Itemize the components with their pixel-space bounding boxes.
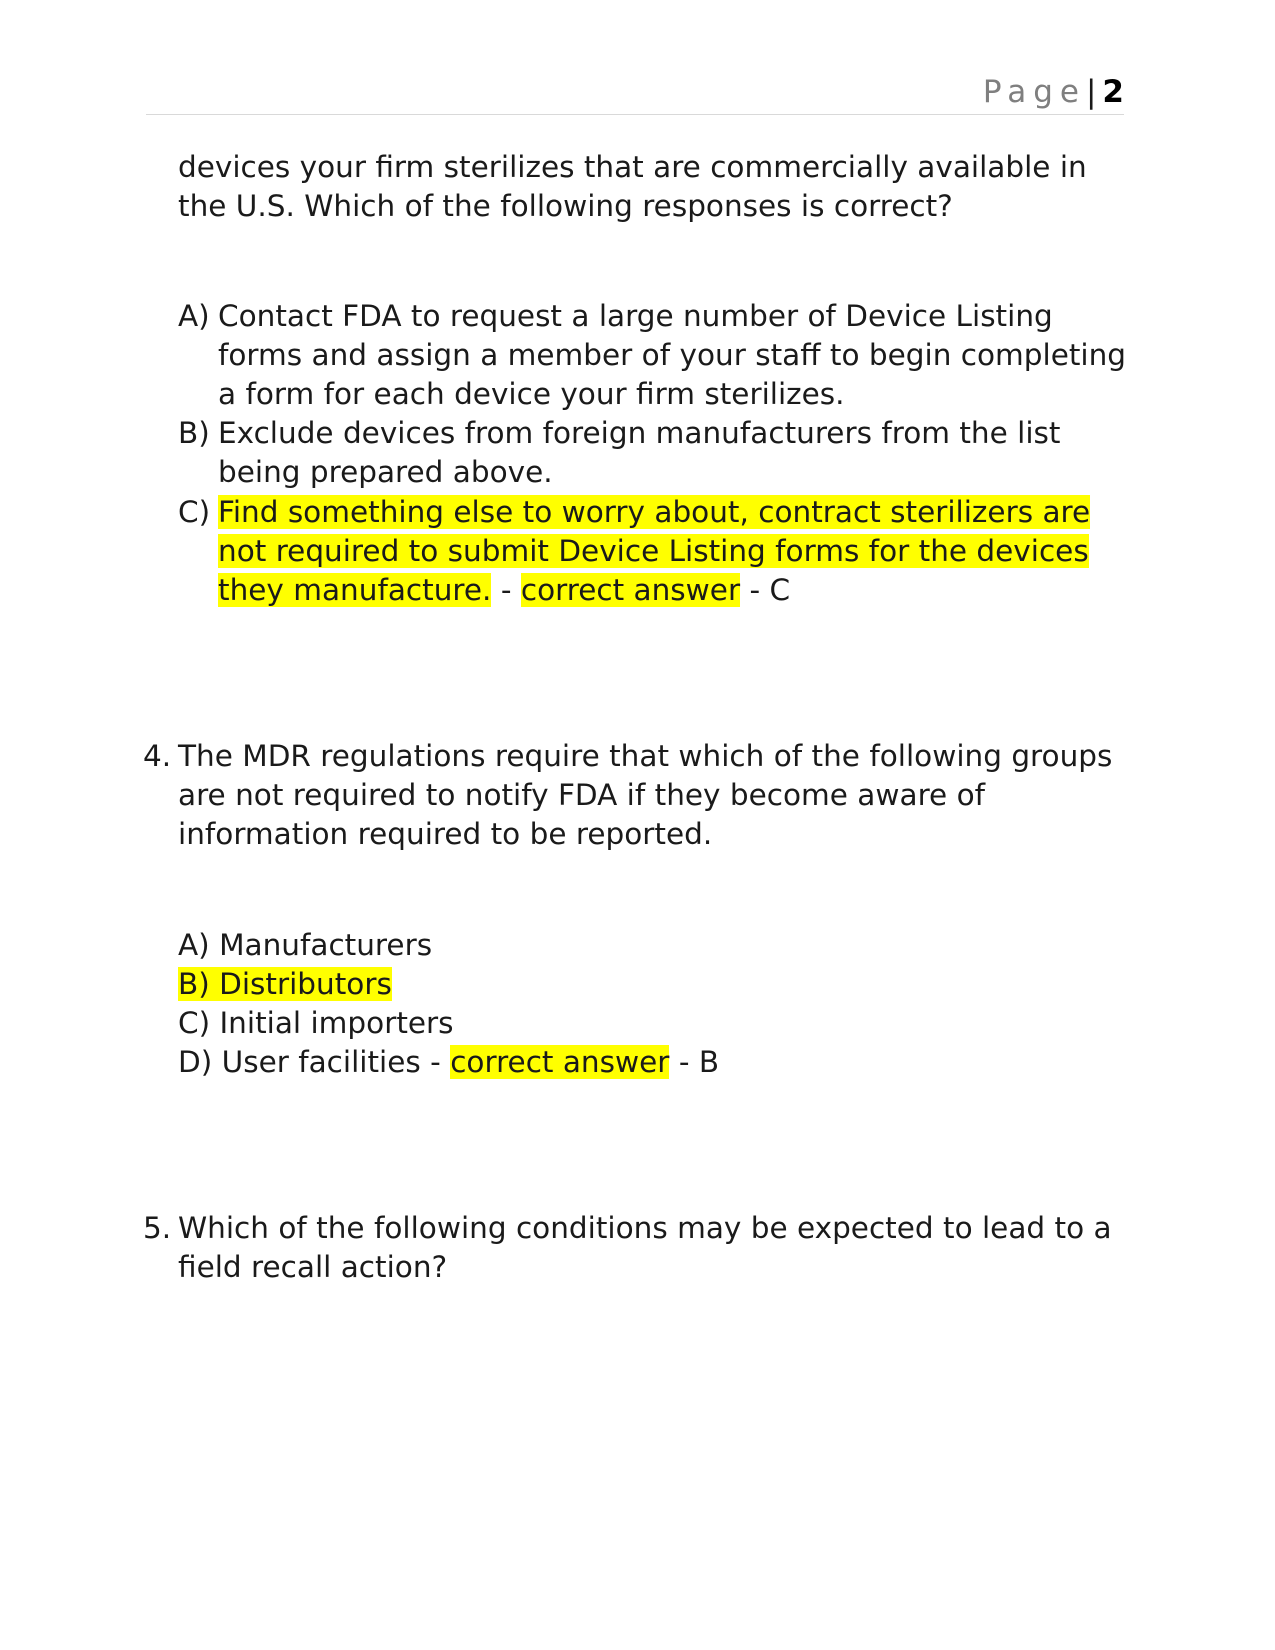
q3-option-a-label: A) xyxy=(178,299,210,333)
page-header xyxy=(146,70,1124,115)
q3-option-b-line-1: Exclude devices from foreign manufacturers from the list xyxy=(218,416,1061,450)
page-number-label xyxy=(983,70,1124,114)
q4-text-line-2: are not required to notify FDA if they become aware of xyxy=(178,778,986,812)
q3-option-a-line-1: Contact FDA to request a large number of Device Listing xyxy=(218,299,1053,333)
q4-option-d-line xyxy=(178,1042,719,1083)
q4-text-line-3: information required to be reported. xyxy=(178,817,713,851)
page-separator: | xyxy=(1085,74,1097,110)
page-word: Page xyxy=(982,74,1086,110)
q4-correct-answer-label: correct answer xyxy=(450,1045,670,1079)
q4-option-a: A) Manufacturers xyxy=(178,928,433,962)
q3-option-c-highlight-1: Find something else to worry about, contract sterilizers are xyxy=(218,495,1091,529)
q4-number: 4. xyxy=(143,739,172,773)
q3-option-c-line-2 xyxy=(218,531,1089,572)
q3-option-c-highlight-2: not required to submit Device Listing forms for the devices xyxy=(218,534,1089,568)
q3-option-b-line-2: being prepared above. xyxy=(218,455,553,489)
q4-option-d: D) User facilities - xyxy=(178,1045,441,1079)
q4-text-line-1: The MDR regulations require that which of the following groups xyxy=(178,739,1113,773)
q4-option-c: C) Initial importers xyxy=(178,1006,454,1040)
q3-option-a-line-2: forms and assign a member of your staff to begin completing xyxy=(218,338,1127,372)
q3-answer-dash: - xyxy=(500,573,512,607)
q3-option-c-line-3 xyxy=(218,570,790,611)
q3-option-c-label: C) xyxy=(178,495,211,529)
q4-option-b-line xyxy=(178,964,392,1005)
q4-answer-letter: - B xyxy=(678,1045,720,1079)
q3-text-line-1: devices your firm sterilizes that are commercially available in xyxy=(178,150,1087,184)
q3-option-c-line-1 xyxy=(218,492,1090,533)
q4-option-b: B) Distributors xyxy=(178,967,392,1001)
page-number: 2 xyxy=(1102,74,1124,110)
q3-answer-letter: - C xyxy=(749,573,791,607)
q5-text-line-2: field recall action? xyxy=(178,1250,448,1284)
q3-option-a-line-3: a form for each device your firm sterilizes. xyxy=(218,377,845,411)
q3-text-line-2: the U.S. Which of the following responses is correct? xyxy=(178,189,953,223)
q3-option-b-label: B) xyxy=(178,416,210,450)
q3-correct-answer-label: correct answer xyxy=(520,573,741,607)
q5-text-line-1: Which of the following conditions may be expected to lead to a xyxy=(178,1211,1112,1245)
q3-option-c-highlight-3: they manufacture. xyxy=(218,573,492,607)
q5-number: 5. xyxy=(143,1211,172,1245)
